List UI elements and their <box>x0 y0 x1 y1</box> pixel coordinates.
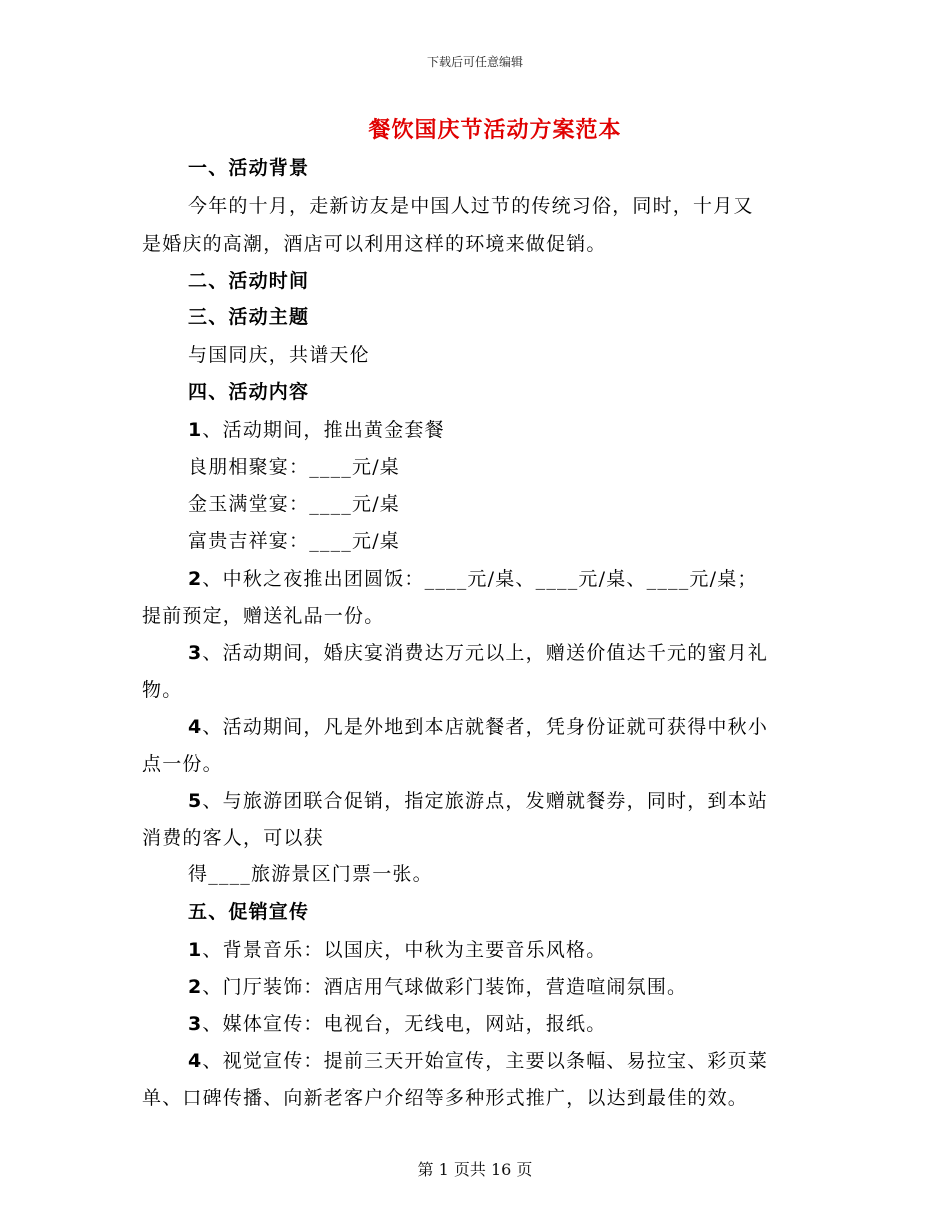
page-number: 第 1 页共 16 页 <box>417 1160 533 1179</box>
menu-line: 金玉满堂宴：____元/桌 <box>188 493 401 515</box>
list-item <box>188 715 868 739</box>
section-heading-promotion: 五、促销宣传 <box>188 901 310 923</box>
item-text: 、活动期间，婚庆宴消费达万元以上，赠送价值达千元的蜜月礼 <box>202 642 769 664</box>
item-text: 、中秋之夜推出团圆饭：____元/桌、____元/桌、____元/桌； <box>202 568 758 590</box>
list-item <box>188 789 868 813</box>
item-text: 、门厅装饰：酒店用气球做彩门装饰，营造喧闹氛围。 <box>202 976 688 998</box>
item-text: 、与旅游团联合促销，指定旅游点，发赠就餐券，同时，到本站 <box>202 790 769 812</box>
item-number: 3 <box>188 1013 203 1035</box>
menu-line: 良朋相聚宴：____元/桌 <box>188 456 401 478</box>
list-item <box>188 418 868 442</box>
item-number: 1 <box>188 939 203 961</box>
list-item <box>188 567 868 591</box>
list-item <box>188 1012 868 1036</box>
item-text: 、媒体宣传：电视台，无线电，网站，报纸。 <box>202 1013 607 1035</box>
item-text: 、视觉宣传：提前三天开始宣传，主要以条幅、易拉宝、彩页菜 <box>202 1050 769 1072</box>
item-text: 、背景音乐：以国庆，中秋为主要音乐风格。 <box>202 939 607 961</box>
list-item <box>188 975 868 999</box>
paragraph-line: 与国同庆，共谱天伦 <box>188 344 370 366</box>
item-text: 、活动期间，推出黄金套餐 <box>202 419 445 441</box>
item-number: 1 <box>188 419 203 441</box>
paragraph-line: 物。 <box>142 679 183 701</box>
document-title: 餐饮国庆节活动方案范本 <box>368 118 622 143</box>
item-number: 2 <box>188 976 203 998</box>
paragraph-line: 是婚庆的高潮，酒店可以利用这样的环境来做促销。 <box>142 233 607 255</box>
section-heading-time: 二、活动时间 <box>188 270 310 292</box>
list-item <box>188 1049 868 1073</box>
item-number: 4 <box>188 1050 203 1072</box>
list-item <box>188 641 868 665</box>
paragraph-line: 今年的十月，走新访友是中国人过节的传统习俗，同时，十月又 <box>188 195 754 217</box>
paragraph-line: 提前预定，赠送礼品一份。 <box>142 605 385 627</box>
paragraph-line: 点一份。 <box>142 753 223 775</box>
item-number: 3 <box>188 642 203 664</box>
item-text: 、活动期间，凡是外地到本店就餐者，凭身份证就可获得中秋小 <box>202 716 769 738</box>
section-heading-content: 四、活动内容 <box>188 381 310 403</box>
menu-line: 富贵吉祥宴：____元/桌 <box>188 530 401 552</box>
item-number: 4 <box>188 716 203 738</box>
paragraph-line: 单、口碑传播、向新老客户介绍等多种形式推广，以达到最佳的效。 <box>142 1087 749 1109</box>
section-heading-theme: 三、活动主题 <box>188 306 310 328</box>
item-number: 5 <box>188 790 203 812</box>
section-heading-background: 一、活动背景 <box>188 157 310 179</box>
paragraph-line: 消费的客人，可以获 <box>142 827 324 849</box>
paragraph-line: 得____旅游景区门票一张。 <box>188 863 433 885</box>
item-number: 2 <box>188 568 203 590</box>
page-header: 下载后可任意编辑 <box>426 55 523 69</box>
list-item <box>188 938 868 962</box>
